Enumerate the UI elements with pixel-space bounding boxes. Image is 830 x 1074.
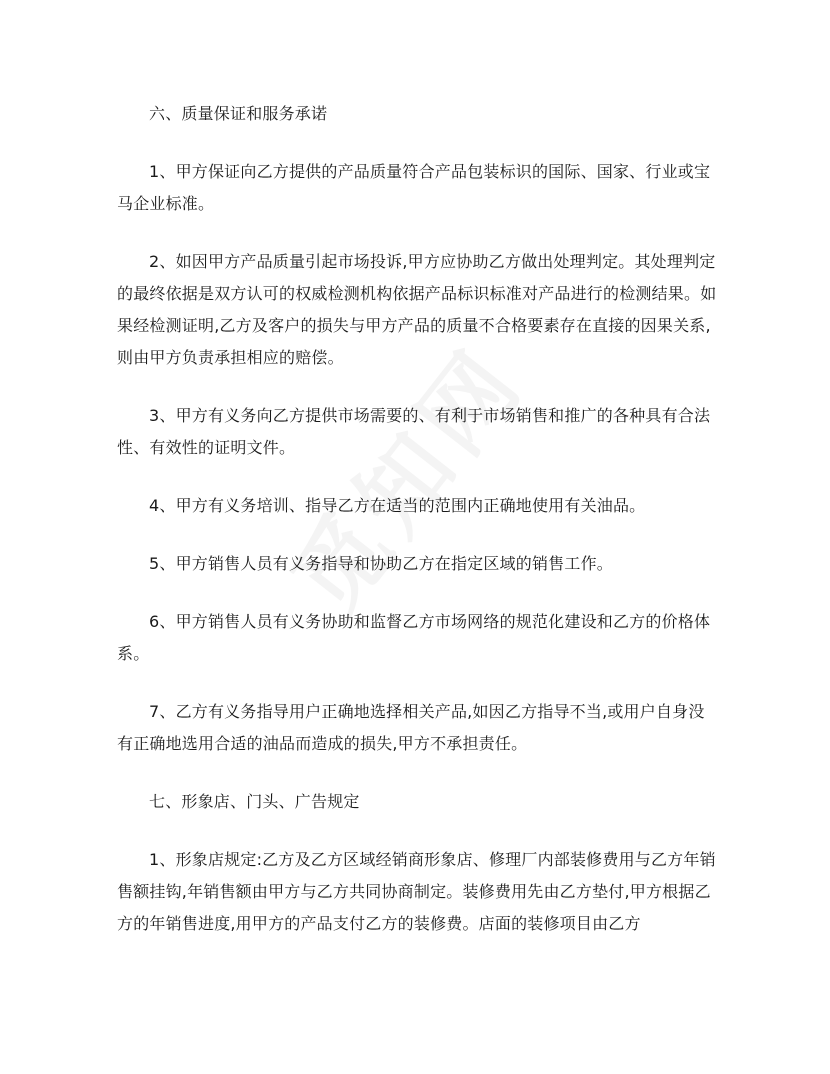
document-body — [117, 98, 717, 940]
section-heading-quality: 六、质量保证和服务承诺 — [149, 104, 328, 123]
section-heading-storefront: 七、形象店、门头、广告规定 — [149, 792, 360, 811]
clause-paragraph: 4、甲方有义务培训、指导乙方在适当的范围内正确地使用有关油品。 — [149, 496, 646, 515]
clause-paragraph: 2、如因甲方产品质量引起市场投诉,甲方应协助乙方做出处理判定。其处理判定的最终依据是双方认可的权威检测机构依据产品标识标准对产品进行的检测结果。如果经检测证明,乙方及客户的损失与甲方产品的质量不合格要素存在直接的因果关系,则由甲方负责承担相应的赔偿。 — [117, 252, 717, 367]
clause-paragraph: 6、甲方销售人员有义务协助和监督乙方市场网络的规范化建设和乙方的价格体系。 — [117, 612, 711, 663]
clause-paragraph: 7、乙方有义务指导用户正确地选择相关产品,如因乙方指导不当,或用户自身没有正确地选用合适的油品而造成的损失,甲方不承担责任。 — [117, 702, 705, 753]
clause-paragraph: 3、甲方有义务向乙方提供市场需要的、有利于市场销售和推广的各种具有合法性、有效性的证明文件。 — [117, 406, 711, 457]
clause-paragraph: 1、形象店规定:乙方及乙方区域经销商形象店、修理厂内部装修费用与乙方年销售额挂钩,年销售额由甲方与乙方共同协商制定。装修费用先由乙方垫付,甲方根据乙方的年销售进度,用甲方的产品支付乙方的装修费。店面的装修项目由乙方 — [117, 850, 716, 933]
clause-paragraph: 1、甲方保证向乙方提供的产品质量符合产品包装标识的国际、国家、行业或宝马企业标准。 — [117, 162, 711, 213]
clause-paragraph: 5、甲方销售人员有义务指导和协助乙方在指定区域的销售工作。 — [149, 554, 613, 573]
